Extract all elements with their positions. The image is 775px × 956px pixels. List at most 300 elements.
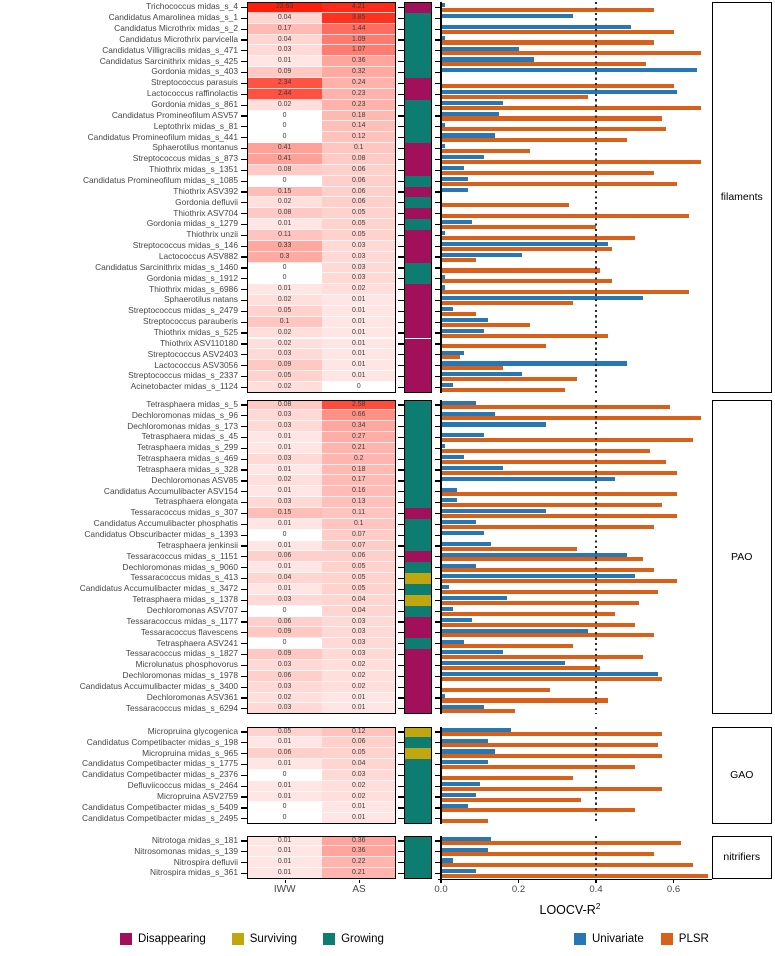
heatmap-cell-as: 0.03: [322, 263, 395, 274]
heatmap-cell-iww: 0.03: [247, 349, 322, 360]
row-label: Streptococcus midas_s_873: [132, 153, 238, 164]
heatmap-cell-iww: 0.06: [247, 748, 322, 759]
bar-plsr: [441, 655, 643, 659]
bar-univariate: [441, 3, 445, 7]
heatmap-cell-as: 0.23: [322, 100, 395, 111]
axis-tick: [241, 29, 247, 30]
bar-plsr: [441, 203, 569, 207]
status-cell: [405, 781, 431, 792]
axis-tick: [241, 322, 247, 323]
heatmap-cell-iww: 0.01: [247, 284, 322, 295]
axis-tick: [398, 426, 404, 427]
heatmap-cell-as: 0.06: [322, 176, 395, 187]
x-axis-tick-label: 0.4: [589, 884, 603, 895]
bar-plsr: [441, 84, 674, 88]
heat-col-label-iww: IWW: [273, 884, 296, 895]
axis-tick: [398, 50, 404, 51]
status-cell: [405, 541, 431, 552]
facet-label-box: [712, 2, 773, 393]
heatmap-cell-as: 0.13: [322, 497, 395, 508]
legend-label: Growing: [341, 933, 384, 945]
bar-plsr: [441, 377, 577, 381]
heatmap-cell-as: 0.03: [322, 770, 395, 781]
bar-plsr: [441, 449, 650, 453]
axis-tick: [241, 524, 247, 525]
heatmap-cell-iww: 0.08: [247, 400, 322, 411]
bar-univariate: [441, 372, 522, 376]
bar-plsr: [441, 874, 708, 878]
status-legend: [120, 933, 384, 945]
heatmap-cell-as: 0.03: [322, 638, 395, 649]
axis-tick: [241, 18, 247, 19]
heatmap-cell-iww: 0.03: [247, 660, 322, 671]
axis-tick: [241, 376, 247, 377]
heatmap-cell-iww: 0.15: [247, 508, 322, 519]
legend-item-surviving: [232, 933, 297, 945]
heatmap-cell-as: 0.66: [322, 410, 395, 421]
heatmap-cell-iww: 0.01: [247, 541, 322, 552]
bar-univariate: [441, 705, 484, 709]
status-cell: [405, 595, 431, 606]
bar-univariate: [441, 166, 464, 170]
bar-univariate: [441, 804, 468, 808]
status-cell: [405, 197, 431, 208]
axis-tick: [241, 94, 247, 95]
heatmap-cell-iww: 0.09: [247, 360, 322, 371]
heatmap-cell-iww: 0.17: [247, 24, 322, 35]
heatmap-cell-iww: 0.03: [247, 45, 322, 56]
row-label: Tetrasphaera midas_s_469: [136, 453, 238, 464]
heatmap-cell-iww: 0.02: [247, 100, 322, 111]
heatmap-cell-as: 0.23: [322, 89, 395, 100]
status-cell: [405, 78, 431, 89]
axis-tick: [398, 589, 404, 590]
bar-univariate: [441, 477, 615, 481]
status-cell: [405, 443, 431, 454]
growing-swatch-icon: [323, 933, 335, 945]
row-label: Candidatus Microthrix midas_s_2: [114, 23, 238, 33]
heatmap-cell-as: 0.03: [322, 627, 395, 638]
heatmap-cell-iww: 0.04: [247, 573, 322, 584]
heatmap-cell-as: 0.02: [322, 792, 395, 803]
heatmap-cell-iww: 0.01: [247, 857, 322, 868]
heatmap-cell-as: 0.34: [322, 421, 395, 432]
status-cell: [405, 154, 431, 165]
axis-tick: [398, 365, 404, 366]
heatmap-cell-iww: 0.01: [247, 868, 322, 879]
status-cell: [405, 737, 431, 748]
heatmap-cell-as: 0.32: [322, 67, 395, 78]
heatmap-cell-as: 0.17: [322, 475, 395, 486]
row-label: Defluviicoccus midas_s_2464: [127, 780, 238, 791]
axis-tick: [398, 632, 404, 633]
heatmap-cell-iww: 2.34: [247, 78, 322, 89]
axis-tick: [398, 840, 404, 841]
axis-tick: [241, 387, 247, 388]
axis-tick: [398, 851, 404, 852]
bar-univariate: [441, 728, 511, 732]
axis-tick: [241, 115, 247, 116]
bar-plsr: [441, 525, 654, 529]
status-cell: [405, 100, 431, 111]
axis-tick: [398, 665, 404, 666]
axis-tick: [398, 137, 404, 138]
bar-univariate: [441, 285, 445, 289]
heatmap-cell-as: 0.06: [322, 551, 395, 562]
axis-tick: [241, 415, 247, 416]
heatmap-cell-iww: 0.03: [247, 595, 322, 606]
status-cell: [405, 792, 431, 803]
heatmap-cell-as: 0.1: [322, 143, 395, 154]
status-cell: [405, 638, 431, 649]
axis-tick: [398, 437, 404, 438]
axis-tick: [241, 654, 247, 655]
heatmap-cell-as: 0.02: [322, 660, 395, 671]
heatmap-cell-as: 0.03: [322, 241, 395, 252]
bar-univariate: [441, 466, 503, 470]
axis-tick: [241, 611, 247, 612]
bar-plsr: [441, 258, 476, 262]
axis-tick: [241, 459, 247, 460]
bar-plsr: [441, 776, 573, 780]
status-cell: [405, 328, 431, 339]
bar-plsr: [441, 344, 546, 348]
bar-plsr: [441, 754, 662, 758]
axis-tick: [398, 83, 404, 84]
axis-tick: [398, 775, 404, 776]
status-cell: [405, 508, 431, 519]
bar-plsr: [441, 225, 596, 229]
axis-tick: [241, 50, 247, 51]
bar-plsr: [441, 312, 476, 316]
facet-label-box: [712, 727, 773, 825]
axis-tick: [241, 840, 247, 841]
bar-univariate: [441, 455, 464, 459]
bar-univariate: [441, 242, 608, 246]
bar-univariate: [441, 607, 453, 611]
axis-tick: [398, 708, 404, 709]
axis-tick: [241, 556, 247, 557]
heatmap-cell-as: 2.58: [322, 400, 395, 411]
row-label: Streptococcus ASV2403: [147, 348, 238, 359]
bar-plsr: [441, 290, 689, 294]
axis-tick: [241, 61, 247, 62]
row-label: Candidatus Sarcinithrix midas_s_425: [99, 55, 238, 66]
axis-tick: [241, 72, 247, 73]
heatmap-cell-as: 0.07: [322, 541, 395, 552]
heatmap-cell-iww: 0: [247, 111, 322, 122]
status-cell: [405, 306, 431, 317]
heatmap-cell-as: 0.01: [322, 349, 395, 360]
axis-tick: [241, 567, 247, 568]
bar-plsr: [441, 160, 701, 164]
row-label: Thiothrix unzii: [186, 229, 238, 240]
heatmap-cell-iww: 0.01: [247, 219, 322, 230]
axis-tick: [398, 480, 404, 481]
axis-tick: [241, 213, 247, 214]
bar-axis-line: [440, 727, 442, 825]
status-cell: [405, 693, 431, 704]
bar-univariate: [441, 433, 484, 437]
axis-tick: [398, 578, 404, 579]
bar-univariate: [441, 253, 522, 257]
axis-tick: [398, 343, 404, 344]
axis-tick: [241, 621, 247, 622]
x-axis-tick-label: 0.0: [434, 884, 448, 895]
bar-plsr: [441, 268, 600, 272]
heatmap-cell-as: 0: [322, 382, 395, 393]
bar-plsr: [441, 633, 654, 637]
axis-tick: [241, 807, 247, 808]
bar-plsr: [441, 852, 654, 856]
row-label: Candidatus Competibacter midas_s_1775: [82, 758, 238, 769]
heatmap-cell-as: 0.05: [322, 748, 395, 759]
heatmap-cell-as: 0.11: [322, 508, 395, 519]
axis-tick: [241, 491, 247, 492]
bar-univariate: [441, 520, 476, 524]
bar-univariate: [441, 47, 519, 51]
row-label: Tessaracoccus midas_s_307: [130, 507, 238, 518]
bar-plsr: [441, 301, 573, 305]
heatmap-cell-iww: 0.01: [247, 836, 322, 847]
heatmap-cell-as: 0.04: [322, 606, 395, 617]
bar-univariate: [441, 112, 499, 116]
row-label: Lactococcus ASV3056: [154, 359, 238, 370]
status-cell: [405, 857, 431, 868]
axis-tick: [398, 524, 404, 525]
bar-univariate: [441, 101, 503, 105]
row-label: Candidatus Promineofilum ASV57: [111, 109, 238, 120]
heatmap-cell-iww: 0.03: [247, 703, 322, 714]
legend-item-disappearing: [120, 933, 206, 945]
heatmap-cell-iww: 0.01: [247, 562, 322, 573]
heatmap-cell-iww: 0.01: [247, 584, 322, 595]
row-label: Streptococcus midas_s_2337: [128, 370, 238, 381]
bar-univariate: [441, 574, 635, 578]
row-label: Candidatus Accumulibacter midas_s_3472: [79, 583, 238, 594]
status-cell: [405, 284, 431, 295]
heat-col-label-as: AS: [352, 884, 366, 895]
heatmap-cell-as: 0.01: [322, 306, 395, 317]
row-label: Nitrospira defluvii: [173, 856, 238, 867]
status-cell: [405, 230, 431, 241]
row-label: Candidatus Microthrix parvicella: [119, 33, 238, 44]
bar-univariate: [441, 90, 677, 94]
status-cell: [405, 617, 431, 628]
axis-tick: [398, 491, 404, 492]
axis-tick: [398, 72, 404, 73]
heatmap-cell-iww: 2.44: [247, 89, 322, 100]
bar-univariate: [441, 57, 534, 61]
bar-plsr: [441, 366, 503, 370]
row-label: Candidatus Promineofilum midas_s_441: [87, 131, 238, 142]
bar-univariate: [441, 672, 658, 676]
bar-plsr: [441, 644, 573, 648]
bar-plsr: [441, 460, 666, 464]
axis-tick: [241, 105, 247, 106]
axis-tick: [241, 578, 247, 579]
bar-univariate: [441, 661, 565, 665]
heatmap-cell-as: 0.06: [322, 737, 395, 748]
row-label: Thiothrix midas_s_525: [153, 326, 238, 337]
heatmap-cell-iww: 0.02: [247, 197, 322, 208]
heatmap-cell-as: 0.36: [322, 56, 395, 67]
axis-tick: [398, 764, 404, 765]
bar-univariate: [441, 144, 445, 148]
axis-tick: [241, 589, 247, 590]
disappearing-swatch-icon: [120, 933, 132, 945]
heatmap-cell-iww: 0.15: [247, 187, 322, 198]
heatmap-cell-as: 0.02: [322, 284, 395, 295]
heatmap-cell-iww: 0.06: [247, 671, 322, 682]
bar-plsr: [441, 355, 460, 359]
bar-univariate: [441, 383, 453, 387]
legend-item-growing: [323, 933, 384, 945]
heatmap-cell-iww: 0.01: [247, 56, 322, 67]
heatmap-cell-iww: 0.01: [247, 432, 322, 443]
status-cell: [405, 252, 431, 263]
axis-tick: [398, 278, 404, 279]
status-cell: [405, 759, 431, 770]
axis-tick: [398, 387, 404, 388]
bar-plsr: [441, 40, 654, 44]
row-label: Nitrotoga midas_s_181: [151, 834, 238, 845]
row-label: Candidatus Accumulibacter midas_s_3400: [79, 681, 238, 692]
axis-tick: [241, 796, 247, 797]
heatmap-cell-as: 0.24: [322, 78, 395, 89]
bar-univariate: [441, 585, 449, 589]
bar-univariate: [441, 422, 546, 426]
heatmap-cell-iww: 0.41: [247, 154, 322, 165]
heatmap-cell-as: 1.09: [322, 35, 395, 46]
heatmap-cell-iww: 0.01: [247, 781, 322, 792]
bar-univariate: [441, 739, 488, 743]
axis-tick: [241, 126, 247, 127]
axis-tick: [398, 235, 404, 236]
bar-univariate: [441, 858, 453, 862]
status-cell: [405, 339, 431, 350]
facet-label: PAO: [731, 550, 753, 563]
row-label: Tessaracoccus midas_s_6294: [125, 702, 238, 713]
axis-tick: [398, 731, 404, 732]
axis-tick: [398, 535, 404, 536]
bar-univariate: [441, 749, 495, 753]
axis-tick: [398, 311, 404, 312]
bar-plsr: [441, 182, 677, 186]
axis-tick: [241, 545, 247, 546]
bar-axis-line: [440, 400, 442, 715]
row-label: Thiothrix ASV392: [173, 185, 238, 196]
axis-tick: [241, 39, 247, 40]
status-cell: [405, 208, 431, 219]
axis-tick: [241, 365, 247, 366]
status-cell: [405, 649, 431, 660]
axis-tick: [398, 18, 404, 19]
row-label: Candidatus Amarolinea midas_s_1: [108, 12, 238, 23]
heatmap-cell-iww: 0.09: [247, 67, 322, 78]
bar-plsr: [441, 765, 635, 769]
bar-univariate: [441, 848, 488, 852]
heatmap-cell-as: 0.07: [322, 530, 395, 541]
bar-univariate: [441, 618, 472, 622]
row-label: Candidatus Sarcinithrix midas_s_1460: [95, 261, 238, 272]
legend-label: Disappearing: [138, 933, 206, 945]
status-cell: [405, 802, 431, 813]
status-cell: [405, 519, 431, 530]
axis-tick: [398, 873, 404, 874]
heatmap-cell-iww: 0: [247, 132, 322, 143]
axis-tick: [241, 404, 247, 405]
row-label: Micropruina glycogenica: [147, 725, 238, 736]
axis-tick: [398, 61, 404, 62]
bar-univariate: [441, 531, 484, 535]
bar-univariate: [441, 155, 484, 159]
heatmap-cell-iww: 0.11: [247, 230, 322, 241]
axis-tick: [241, 278, 247, 279]
bar-plsr: [441, 247, 612, 251]
row-label: Streptococcus parauberis: [143, 316, 238, 327]
axis-tick: [398, 513, 404, 514]
facet-label: GAO: [730, 769, 754, 782]
status-cell: [405, 35, 431, 46]
status-cell: [405, 400, 431, 411]
row-label: Thiothrix midas_s_6986: [149, 283, 238, 294]
row-label: Tetrasphaera midas_s_5: [146, 398, 238, 409]
heatmap-cell-iww: 0.02: [247, 328, 322, 339]
heatmap-cell-as: 0.18: [322, 465, 395, 476]
heatmap-cell-as: 0.21: [322, 443, 395, 454]
heatmap-cell-as: 0.21: [322, 868, 395, 879]
bar-univariate: [441, 542, 491, 546]
heatmap-cell-iww: 0.09: [247, 649, 322, 660]
axis-tick: [241, 786, 247, 787]
status-cell: [405, 682, 431, 693]
row-label: Tessaracoccus midas_s_1177: [126, 615, 238, 626]
heatmap-cell-iww: 0.3: [247, 252, 322, 263]
heatmap-cell-as: 0.02: [322, 682, 395, 693]
row-label: Dechloromonas midas_s_1978: [122, 670, 238, 681]
heatmap-cell-iww: 0.02: [247, 382, 322, 393]
heatmap-cell-as: 0.22: [322, 857, 395, 868]
bar-univariate: [441, 220, 472, 224]
axis-tick: [398, 611, 404, 612]
status-cell: [405, 349, 431, 360]
axis-tick: [398, 459, 404, 460]
bar-univariate: [441, 782, 480, 786]
axis-tick: [398, 7, 404, 8]
bar-univariate: [441, 498, 457, 502]
axis-tick: [398, 862, 404, 863]
axis-tick: [241, 224, 247, 225]
axis-tick: [241, 191, 247, 192]
bar-plsr: [441, 138, 627, 142]
heatmap-cell-iww: 0.02: [247, 693, 322, 704]
reference-line: [595, 836, 597, 879]
axis-tick: [241, 851, 247, 852]
status-cell: [405, 584, 431, 595]
status-cell: [405, 454, 431, 465]
heatmap-cell-as: 0.01: [322, 339, 395, 350]
bar-univariate: [441, 444, 445, 448]
heatmap-cell-as: 0.01: [322, 813, 395, 824]
status-cell: [405, 660, 431, 671]
heatmap-cell-iww: 0.05: [247, 727, 322, 738]
row-label: Candidatus Competibacter midas_s_5409: [82, 801, 238, 812]
axis-tick: [241, 873, 247, 874]
row-label: Thiothrix midas_s_1351: [149, 164, 238, 175]
bar-plsr: [441, 149, 530, 153]
status-cell: [405, 382, 431, 393]
